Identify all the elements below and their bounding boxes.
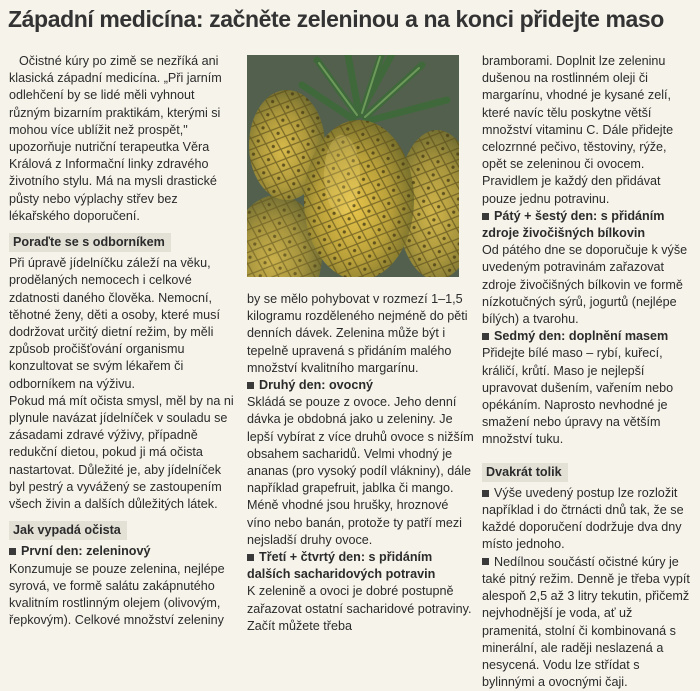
article-title: Západní medicína: začněte zeleninou a na konci přidejte maso bbox=[8, 6, 664, 32]
diet-paragraph: Pokud má mít očista smysl, měl by na ni plynule navázat jídelníček v souladu se zásadami zdravé výživy, případně redukční dietou, pokud ji má očista nastartovat. Důležité je, aby jídelníček byl pestrý a vyvážený se zastoupením všech živin a dalších důležitých látek. bbox=[9, 393, 234, 512]
day34-heading: Třetí + čtvrtý den: s přidáním dalších sacharidových potravin bbox=[247, 550, 436, 582]
column-3 bbox=[482, 53, 694, 691]
subhead-cleanse: Jak vypadá očista bbox=[9, 521, 127, 540]
intro-paragraph: Očistné kúry po zimě se nezříká ani klasická západní medicína. „Při jarním odlehčení by se lidé měli vyhnout různým bizarním praktikám, kterými si mohou více ublížit než prospět," upozorňuje nutriční terapeutka Věra Králová z Informační linky zdravého životního stylu. Má na mysli drastické půsty nebo výplachy střev bez lékařského doporučení. bbox=[9, 54, 222, 223]
day2-heading: Druhý den: ovocný bbox=[247, 377, 475, 394]
bullet-square-icon bbox=[482, 558, 489, 565]
subhead-consult: Poraďte se s odborníkem bbox=[9, 233, 171, 252]
day1-text: Konzumuje se pouze zelenina, nejlépe syrová, ve formě salátu zakápnutého kvalitním rostlinným olejem (olivovým, řepkovým). Celkové množství zeleniny bbox=[9, 561, 225, 628]
day34-text: K zelenině a ovoci je dobré postupně zařazovat ostatní sacharidové potraviny. Začít můžete třeba bbox=[247, 584, 472, 633]
bullet-square-icon bbox=[482, 490, 489, 497]
day1-continued: by se mělo pohybovat v rozmezí 1–1,5 kilogramu rozděleného nejméně do pěti denních dávek. Zelenina může být i tepelně upravená s přidáním malého množství kvalitního margarínu. bbox=[247, 292, 468, 375]
pineapple-photo bbox=[247, 55, 459, 277]
bullet-square-icon bbox=[247, 554, 254, 561]
bullet-square-icon bbox=[482, 333, 489, 340]
day34-continued: bramborami. Doplnit lze zeleninu dušenou na rostlinném oleji či margarínu, vhodné je kysané zelí, které navíc tělu poskytne větší množství vitaminu C. Dále přidejte celozrnné pečivo, těstoviny, rýže, opět se zeleninou či ovocem. Pravidlem je každý den přidávat pouze jednu potravinu. bbox=[482, 54, 674, 206]
consult-paragraph: Při úpravě jídelníčku záleží na věku, prodělaných nemocech i celkové zdatnosti daného člověka. Nemocní, těhotné ženy, děti a osoby, které musí dodržovat určitý dietní režim, by měli způsob pročišťování organismu konzultovat se svým lékařem či odborníkem na výživu. bbox=[9, 256, 220, 391]
day7-heading: Sedmý den: doplnění masem bbox=[482, 328, 694, 345]
column-2 bbox=[247, 291, 475, 635]
day2-text: Skládá se pouze z ovoce. Jeho denní dávka je obdobná jako u zeleniny. Je lepší vybírat z více druhů ovoce s nižším obsahem sacharidů. Velmi vhodný je ananas (pro vysoký podíl vlákniny), dále například grapefruit, jablka či mango. Méně vhodné jsou hrušky, hroznové víno nebo banán, protože ty patří mezi nejsladší druhy ovoce. bbox=[247, 395, 474, 547]
day7-text: Přidejte bílé maso – rybí, kuřecí, králičí, krůtí. Maso je nejlepší upravovat dušením, vařením nebo opékáním. Naprosto nevhodné je smažení nebo úpravy na větším množství tuku. bbox=[482, 346, 674, 447]
day1-heading: První den: zeleninový bbox=[9, 543, 237, 560]
day56-heading: Pátý + šestý den: s přidáním zdroje živočišných bílkovin bbox=[482, 208, 665, 241]
twice-paragraph-2: Nedílnou součástí očistné kúry je také pitný režim. Denně je třeba vypít alespoň 2,5 až 3 litry tekutin, přičemž nejvhodnější je voda, ať už pramenitá, stolní či kombinovaná s minerální, ale raději neslazená a nesycená. Vodu lze střídat s bylinnými a ovocnými čaji. bbox=[482, 554, 690, 690]
day56-text: Od pátého dne se doporučuje k výše uvedeným potravinám zařazovat zdroje živočišných bílkovin ve formě nízkotučných sýrů, jogurtů (nejlépe bílých) a tvarohu. bbox=[482, 243, 688, 327]
subhead-twice: Dvakrát tolik bbox=[482, 463, 568, 482]
bullet-square-icon bbox=[9, 548, 16, 555]
pineapple-image bbox=[247, 55, 459, 277]
bullet-square-icon bbox=[482, 213, 489, 220]
column-1 bbox=[9, 53, 237, 630]
bullet-square-icon bbox=[247, 382, 254, 389]
twice-paragraph-1: Výše uvedený postup lze rozložit například i do čtrnácti dnů tak, že se každé doporučení dodržuje dva dny místo jednoho. bbox=[482, 485, 684, 552]
